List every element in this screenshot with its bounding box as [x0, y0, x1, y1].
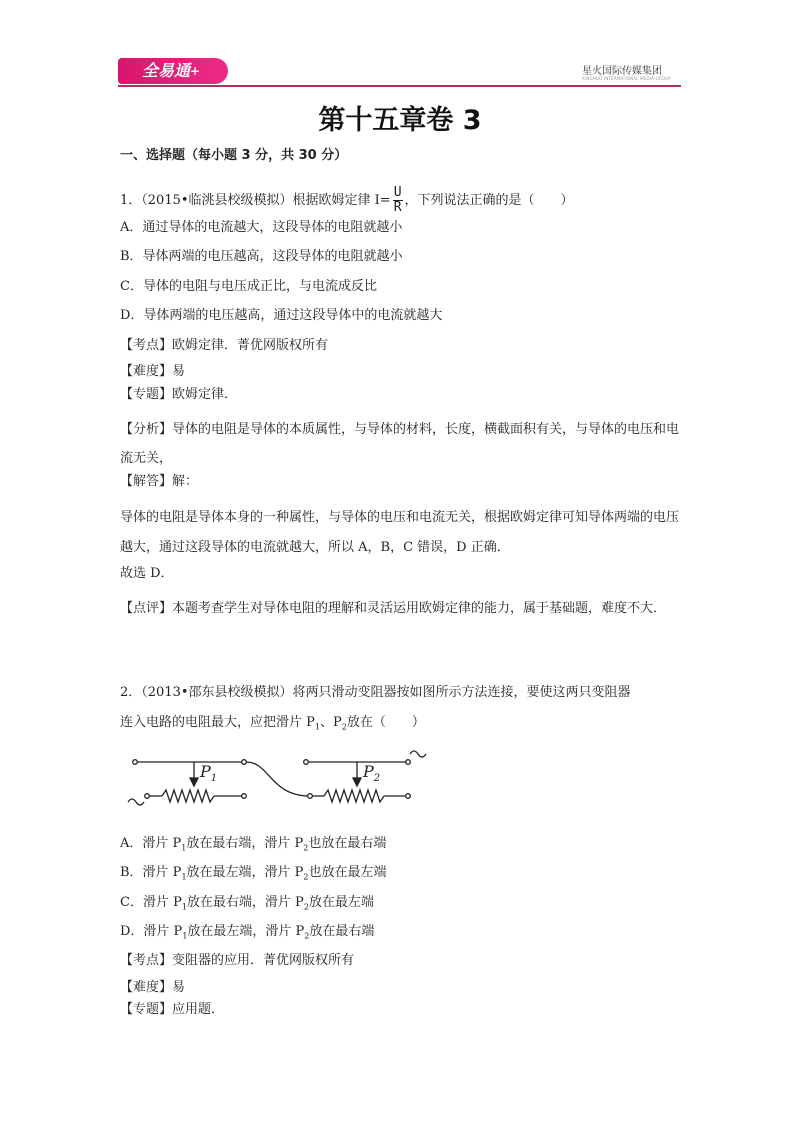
slider-p2-arrow	[353, 778, 361, 786]
terminal	[242, 760, 247, 765]
opt-text: 放在最右端，滑片 P	[186, 895, 304, 910]
label-p2: $P_2$	[363, 762, 381, 784]
sub-1: 1	[182, 931, 188, 941]
terminal	[242, 794, 247, 799]
sub-1: 1	[181, 902, 187, 912]
sub-2: 2	[303, 902, 309, 912]
q1-stem	[120, 186, 574, 215]
q2-option-d	[120, 923, 374, 946]
sub-2: 2	[304, 931, 310, 941]
opt-text: 也放在最左端	[308, 865, 387, 880]
q2-option-b	[120, 864, 387, 887]
sub-2: 2	[303, 872, 309, 882]
coil-lead-left	[128, 799, 144, 805]
q1-dianping: 【点评】本题考查学生对导体电阻的理解和灵活运用欧姆定律的能力，属于基础题，难度不大．	[120, 601, 667, 616]
logo-text: 全易通	[142, 61, 191, 80]
opt-text: 也放在最右端	[308, 836, 387, 851]
q1-jieda-body: 导体的电阻是导体本身的一种属性，与导体的电压和电流无关，根据欧姆定律可知导体两端的电压越大，通过这段导体的电流就越大，所以 A，B，C 错误，D 正确．	[120, 510, 680, 555]
q1-option-a: A．通过导体的电流越大，这段导体的电阻就越小	[120, 220, 403, 235]
resistor-1-zigzag	[162, 790, 214, 802]
q1-kaodian: 【考点】欧姆定律．菁优网版权所有	[120, 338, 329, 353]
q2-zhuanti: 【专题】应用题．	[120, 1002, 225, 1017]
terminal	[406, 760, 411, 765]
ohm-fraction	[393, 186, 403, 215]
opt-text: 放在最右端，滑片 P	[186, 836, 304, 851]
company-name: 星火国际传媒集团	[582, 66, 662, 77]
q2-stem-line1: 2．（2013•邵东县校级模拟）将两只滑动变阻器按如图所示方法连接，要使这两只变阻器	[120, 685, 631, 700]
q2-stem-b: 连入电路的电阻最大，应把滑片 P	[120, 715, 315, 730]
page-title: 第十五章卷 3	[318, 105, 482, 136]
q2-stem-d: 放在（ ）	[346, 715, 425, 730]
opt-text: A．滑片 P	[120, 836, 182, 851]
resistor-2-zigzag	[324, 790, 384, 802]
q1-jieda: 【解答】解：	[120, 474, 199, 489]
sub-1: 1	[181, 843, 187, 853]
logo-plus: +	[190, 64, 201, 78]
opt-text: D．滑片 P	[120, 924, 183, 939]
fraction-numerator: U	[393, 185, 402, 200]
opt-text: C．滑片 P	[120, 895, 182, 910]
header-divider	[118, 85, 681, 87]
slider-p1-arrow	[190, 778, 198, 786]
terminal	[133, 760, 138, 765]
q1-option-b: B．导体两端的电压越高，这段导体的电阻就越小	[120, 249, 403, 264]
terminal	[308, 794, 313, 799]
sub-1: 1	[314, 722, 320, 732]
connecting-wire	[246, 762, 310, 796]
q1-zhuanti: 【专题】欧姆定律．	[120, 387, 238, 402]
q2-option-c	[120, 894, 374, 917]
opt-text: B．滑片 P	[120, 865, 182, 880]
q2-stem-c: 、P	[319, 715, 342, 730]
opt-text: 放在最左端	[308, 895, 374, 910]
opt-text: 放在最左端，滑片 P	[186, 865, 304, 880]
q2-nandu: 【难度】易	[120, 980, 186, 995]
coil-lead-right	[410, 751, 426, 757]
section-heading: 一、选择题（每小题 3 分，共 30 分）	[120, 148, 348, 163]
opt-text: 放在最左端，滑片 P	[187, 924, 305, 939]
terminal	[406, 794, 411, 799]
q1-answer: 故选 D．	[120, 566, 174, 581]
opt-text: 放在最右端	[309, 924, 375, 939]
fraction-denominator: R	[393, 200, 402, 215]
terminal	[145, 794, 150, 799]
brand-logo	[118, 58, 228, 84]
rheostat-circuit-diagram	[120, 740, 440, 810]
q1-option-c: C．导体的电阻与电压成正比，与电流成反比	[120, 279, 377, 294]
company-name-en: XINGHUO INTERNATIONAL MEDIA GROUP	[582, 76, 671, 81]
q1-stem-suffix: ，下列说法正确的是（ ）	[404, 193, 574, 208]
sub-2: 2	[341, 722, 347, 732]
q2-option-a	[120, 835, 386, 858]
label-p1: $P_1$	[200, 762, 218, 784]
sub-2: 2	[303, 843, 309, 853]
q2-stem-line2	[120, 714, 425, 737]
q1-fenxi: 【分析】导体的电阻是导体的本质属性，与导体的材料，长度，横截面积有关，与导体的电压和电流无关，	[120, 422, 680, 466]
q2-kaodian: 【考点】变阻器的应用．菁优网版权所有	[120, 953, 355, 968]
terminal	[304, 760, 309, 765]
q1-stem-prefix: 1．（2015•临洮县校级模拟）根据欧姆定律 I=	[120, 193, 391, 208]
q1-option-d: D．导体两端的电压越高，通过这段导体中的电流就越大	[120, 308, 443, 323]
sub-1: 1	[181, 872, 187, 882]
q1-nandu: 【难度】易	[120, 364, 186, 379]
